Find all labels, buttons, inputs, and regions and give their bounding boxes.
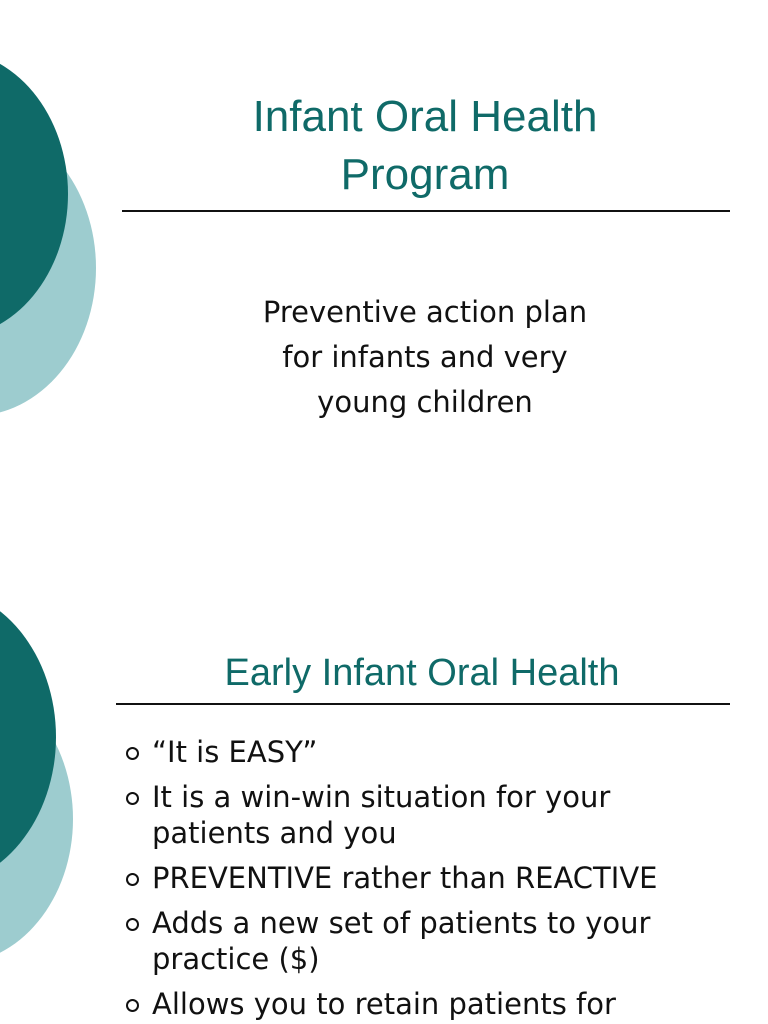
subtitle-line: Preventive action plan (262, 295, 588, 329)
bullet-item (124, 905, 744, 977)
slide-2 (0, 512, 768, 1024)
title-divider (122, 210, 730, 212)
bullet-circle-icon (126, 999, 139, 1012)
bullet-item (124, 986, 744, 1022)
bullet-circle-icon (126, 792, 139, 805)
bullet-circle-icon (126, 873, 139, 886)
subtitle-line: for infants and very (282, 340, 568, 374)
title-line: Program (340, 150, 510, 199)
title-line: Infant Oral Health (252, 92, 598, 141)
bullet-line: “It is EASY” (152, 735, 318, 769)
bullet-item (124, 734, 744, 770)
bullet-item (124, 779, 744, 851)
bullet-line: Allows you to retain patients for (152, 987, 616, 1021)
subtitle-line: young children (317, 385, 533, 419)
bullet-line: It is a win-win situation for your (152, 780, 611, 814)
title-divider (116, 703, 730, 705)
bullet-line: practice ($) (152, 942, 320, 976)
slide-subtitle (122, 290, 728, 425)
bullet-list (124, 734, 744, 1024)
slide-title: Early Infant Oral Health (224, 652, 620, 694)
bullet-item (124, 860, 744, 896)
slide-title (122, 88, 728, 204)
bullet-line: Adds a new set of patients to your (152, 906, 651, 940)
bullet-line: PREVENTIVE rather than REACTIVE (152, 861, 658, 895)
bullet-line: patients and you (152, 816, 397, 850)
bullet-circle-icon (126, 747, 139, 760)
bullet-circle-icon (126, 918, 139, 931)
